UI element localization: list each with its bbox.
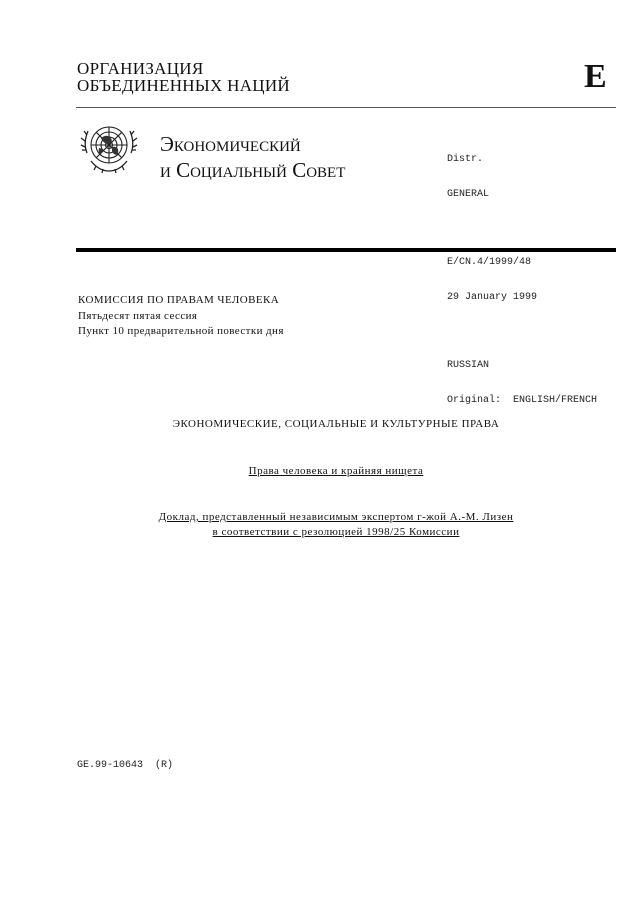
council-name-line2: и Социальный Совет (160, 158, 346, 182)
masthead-divider (76, 248, 616, 252)
agenda-item: Пункт 10 предварительной повестки дня (78, 325, 284, 337)
document-language: RUSSIAN (447, 360, 490, 371)
organization-name-line2: ОБЪЕДИНЕННЫХ НАЦИЙ (77, 76, 291, 95)
document-title: ЭКОНОМИЧЕСКИЕ, СОЦИАЛЬНЫЕ И КУЛЬТУРНЫЕ ПРАВА (172, 418, 500, 430)
distr-label: Distr. (447, 154, 484, 165)
language-letter: E (584, 58, 607, 95)
document-symbol: E/CN.4/1999/48 (447, 257, 532, 268)
job-number: GE.99-10643 (R) (77, 760, 174, 771)
report-line2: в соответствии с резолюцией 1998/25 Комиссии (212, 526, 460, 538)
commission-block (78, 293, 284, 340)
document-date: 29 January 1999 (447, 291, 538, 303)
distribution-block (447, 131, 597, 418)
document-subtitle (0, 465, 640, 477)
organization-name-line1: ОРГАНИЗАЦИЯ (77, 59, 204, 78)
report-description (0, 510, 640, 540)
distr-value: GENERAL (447, 188, 490, 200)
original-language: Original: ENGLISH/FRENCH (447, 394, 598, 406)
un-emblem-icon (79, 117, 139, 177)
commission-name: КОМИССИЯ ПО ПРАВАМ ЧЕЛОВЕКА (78, 294, 280, 306)
session-name: Пятьдесят пятая сессия (78, 309, 198, 322)
organization-name (77, 60, 290, 94)
council-name (160, 131, 345, 183)
document-subtitle-text: Права человека и крайняя нищета (248, 465, 424, 477)
header-divider (76, 107, 616, 108)
report-line1: Доклад, представленный независимым экспертом г-жой А.-М. Лизен (158, 511, 514, 523)
council-name-line1: Экономический (160, 132, 301, 156)
